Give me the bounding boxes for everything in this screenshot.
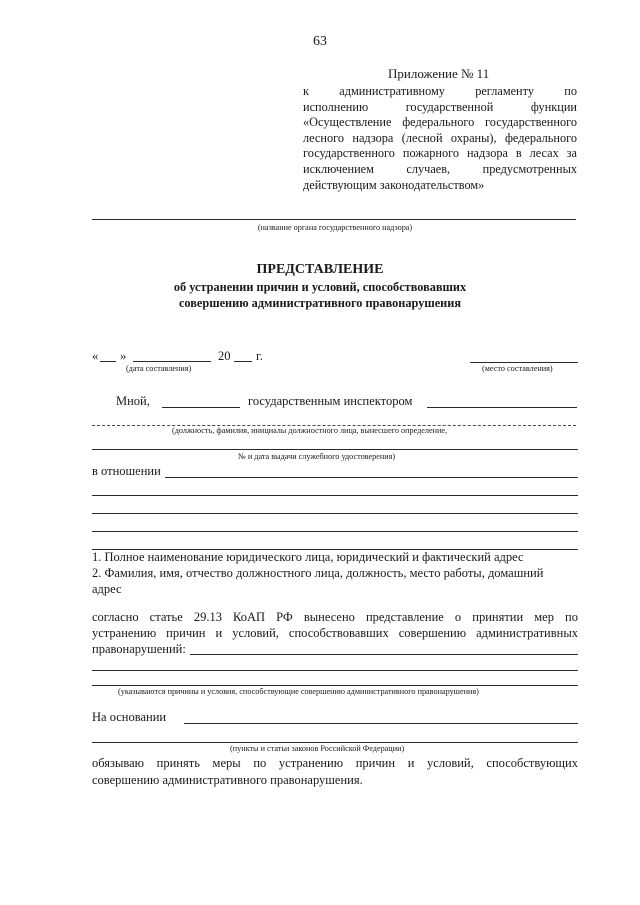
inspector-label: государственным инспектором — [248, 394, 413, 408]
basis-field-line[interactable] — [92, 742, 578, 743]
appendix-line: лесного надзора (лесной охраны), федерального — [303, 130, 577, 145]
reasons-field[interactable] — [190, 654, 578, 655]
inspector-name-field[interactable] — [427, 407, 577, 408]
regarding-field[interactable] — [165, 477, 578, 478]
date-quote-close: » — [120, 349, 127, 363]
id-field[interactable] — [92, 449, 578, 450]
page-number: 63 — [313, 34, 327, 49]
appendix-line: государственного пожарного надзора в лесах за — [303, 146, 577, 161]
place-caption: (место составления) — [482, 364, 553, 373]
date-month-field[interactable] — [133, 361, 211, 362]
me-label: Мной, — [116, 394, 150, 408]
basis-caption: (пункты и статьи законов Российской Федерации) — [230, 744, 405, 753]
authority-name-field[interactable] — [92, 219, 576, 220]
date-year-suffix: г. — [256, 349, 263, 363]
regarding-field-line[interactable] — [92, 513, 578, 514]
date-year-prefix: 20 — [218, 349, 231, 363]
statement-line3: правонарушений: — [92, 642, 186, 656]
reasons-field-line[interactable] — [92, 685, 578, 686]
id-caption: № и дата выдачи служебного удостоверения) — [238, 452, 396, 461]
authority-caption: (название органа государственного надзора) — [257, 223, 413, 232]
appendix-line: действующим законодательством» — [303, 177, 485, 192]
date-quote-open: « — [92, 349, 99, 363]
appendix-line: исключением случаев, предусмотренных — [303, 161, 577, 176]
form-subtitle-line2: совершению административного правонарушения — [178, 296, 462, 310]
reasons-caption: (указываются причины и условия, способствующие совершению административного правонарушения) — [118, 687, 479, 696]
statement-line1: согласно статье 29.13 КоАП РФ вынесено представление о принятии мер по — [92, 610, 578, 624]
obligation-line1: обязываю принять меры по устранению причин и условий, способствующих — [92, 756, 578, 770]
appendix-line: «Осуществление федерального государственного — [303, 115, 577, 130]
footnote-2-line1: 2. Фамилия, имя, отчество должностного лица, должность, место работы, домашний — [92, 566, 544, 580]
basis-label: На основании — [92, 710, 167, 724]
appendix-line: исполнению государственной функции — [303, 99, 577, 114]
place-field[interactable] — [470, 362, 578, 363]
date-year-field[interactable] — [234, 361, 252, 362]
obligation-line2: совершению административного правонарушения. — [92, 773, 363, 787]
appendix-reference — [303, 84, 577, 193]
appendix-line: к административному регламенту по — [303, 84, 577, 98]
reasons-field-line[interactable] — [92, 670, 578, 671]
form-title: ПРЕДСТАВЛЕНИЕ — [256, 262, 384, 277]
appendix-title: Приложение № 11 — [388, 66, 490, 81]
date-day-field[interactable] — [100, 361, 116, 362]
regarding-label: в отношении — [92, 464, 161, 478]
statement-line2: устранению причин и условий, способствовавших совершению административных — [92, 626, 578, 640]
date-caption: (дата составления) — [126, 364, 192, 373]
inspector-rank-field[interactable] — [162, 407, 240, 408]
regarding-field-line[interactable] — [92, 531, 578, 532]
form-subtitle-line1: об устранении причин и условий, способствовавших — [173, 280, 467, 294]
position-caption: (должность, фамилия, инициалы должностного лица, вынесшего определение, — [172, 426, 448, 435]
footnote-2-line2: адрес — [92, 582, 122, 596]
regarding-field-line[interactable] — [92, 495, 578, 496]
footnote-1: 1. Полное наименование юридического лица, юридический и фактический адрес — [92, 550, 524, 564]
basis-field[interactable] — [184, 723, 578, 724]
